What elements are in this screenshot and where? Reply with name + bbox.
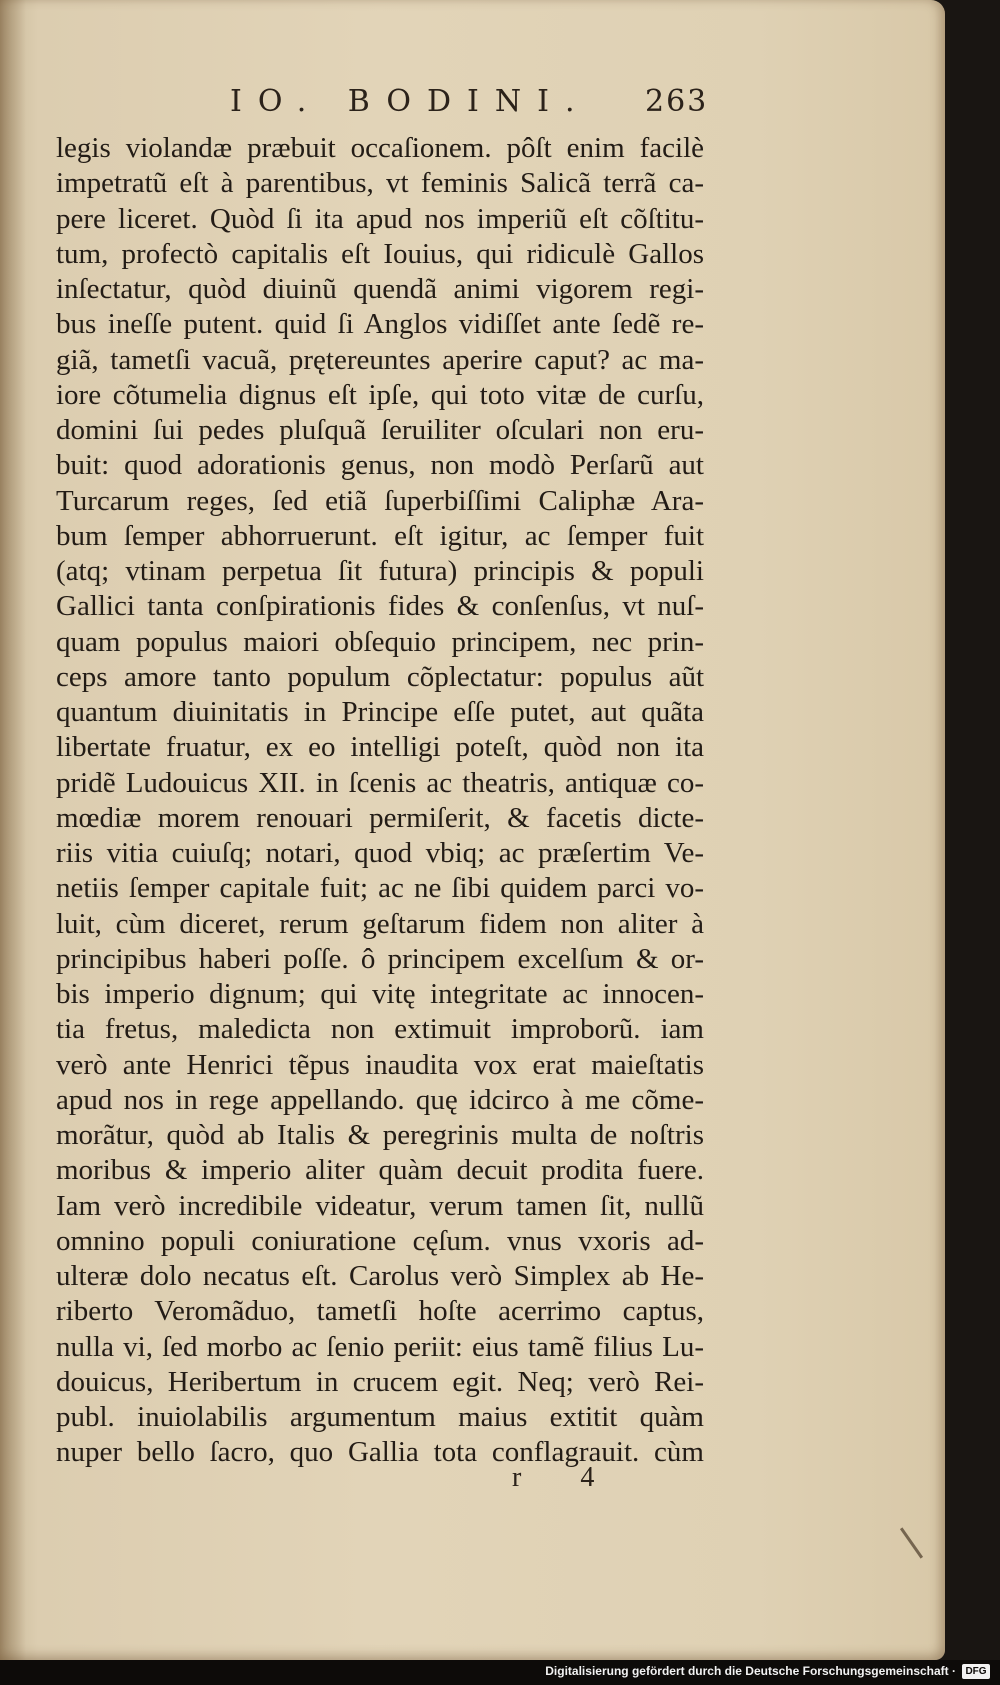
text-line: nuper bello ſacro, quo Gallia tota conflagrauit. cùm [56, 1436, 704, 1469]
text-line: pere liceret. Quòd ſi ita apud nos imperiũ eſt cõſtitu- [56, 202, 704, 235]
text-line: pridẽ Ludouicus XII. in ſcenis ac theatris, antiquæ co- [56, 766, 704, 799]
page-number: 263 [645, 84, 709, 119]
text-line: principibus haberi poſſe. ô principem excelſum & or- [56, 942, 704, 975]
text-line: buit: quod adorationis genus, non modò Perſarũ aut [56, 449, 704, 482]
text-line: omnino populi coniuratione cęſum. vnus vxoris ad- [56, 1224, 704, 1257]
text-line: tia fretus, maledicta non extimuit improborũ. iam [56, 1013, 704, 1046]
text-line: riberto Veromãduo, tametſi hoſte acerrimo captus, [56, 1295, 704, 1328]
text-line: morãtur, quòd ab Italis & peregrinis multa de noſtris [56, 1119, 704, 1151]
text-line: apud nos in rege appellando. quę idcirco à me cõme- [56, 1083, 704, 1116]
funding-footer [0, 1660, 1000, 1685]
text-line: impetratũ eſt à parentibus, vt feminis Salicã terrã ca- [56, 167, 704, 200]
text-line: quam populus maiori obſequio principem, nec prin- [56, 625, 704, 658]
text-line: mœdiæ morem renouari permiſerit, & facetis dicte- [56, 801, 704, 834]
text-line: moribus & imperio aliter quàm decuit prodita fuere. [56, 1154, 704, 1187]
text-line: tum, profectò capitalis eſt Iouius, qui ridiculè Gallos [56, 237, 704, 270]
text-line: iore cõtumelia dignus eſt ipſe, qui toto vitæ de curſu, [56, 378, 704, 411]
text-line: giã, tametſi vacuã, prętereuntes aperire caput? ac ma- [56, 343, 704, 376]
text-line: Iam verò incredibile videatur, verum tamen ſit, nullũ [56, 1189, 704, 1222]
funding-note: Digitalisierung gefördert durch die Deutsche Forschungsgemeinschaft · [545, 1664, 956, 1678]
text-line: bis imperio dignum; qui vitę integritate ac innocen- [56, 978, 704, 1010]
text-line: libertate fruatur, ex eo intelligi poteſt, quòd non ita [56, 731, 704, 764]
text-line: nulla vi, ſed morbo ac ſenio periit: eius tamẽ filius Lu- [56, 1330, 704, 1363]
text-line: bum ſemper abhorruerunt. eſt igitur, ac ſemper fuit [56, 519, 704, 552]
text-line: (atq; vtinam perpetua ſit futura) principis & populi [56, 555, 704, 587]
text-line: legis violandæ præbuit occaſionem. pôſt enim facilè [56, 132, 704, 164]
body-text [56, 131, 704, 1471]
page-fold-mark [900, 1527, 923, 1558]
text-line: domini ſui pedes pluſquã ſeruiliter oſculari non eru- [56, 414, 704, 446]
text-line: Turcarum reges, ſed etiã ſuperbiſſimi Caliphæ Ara- [56, 484, 704, 517]
text-line: publ. inuiolabilis argumentum maius extitit quàm [56, 1401, 704, 1433]
text-line: douicus, Heribertum in crucem egit. Neq; verò Rei- [56, 1365, 704, 1398]
text-line: ulteræ dolo necatus eſt. Carolus verò Simplex ab He- [56, 1260, 704, 1292]
text-line: inſectatur, quòd diuinũ quendã animi vigorem regi- [56, 273, 704, 305]
running-head: IO. BODINI. [230, 84, 591, 119]
text-line: riis vitia cuiuſq; notari, quod vbiq; ac præſertim Ve- [56, 837, 704, 869]
text-line: quantum diuinitatis in Principe eſſe putet, aut quãta [56, 696, 704, 728]
dfg-logo: DFG [962, 1664, 990, 1679]
text-line: Gallici tanta conſpirationis fides & conſenſus, vt nuſ- [56, 590, 704, 623]
text-line: netiis ſemper capitale fuit; ac ne ſibi quidem parci vo- [56, 872, 704, 905]
text-line: verò ante Henrici tẽpus inaudita vox erat maieſtatis [56, 1048, 704, 1081]
text-line: bus ineſſe putent. quid ſi Anglos vidiſſet ante ſedẽ re- [56, 308, 704, 341]
signature-mark: r 4 [512, 1462, 621, 1493]
text-line: luit, cùm diceret, rerum geſtarum fidem non aliter à [56, 907, 704, 940]
text-line: ceps amore tanto populum cõplectatur: populus aũt [56, 660, 704, 693]
